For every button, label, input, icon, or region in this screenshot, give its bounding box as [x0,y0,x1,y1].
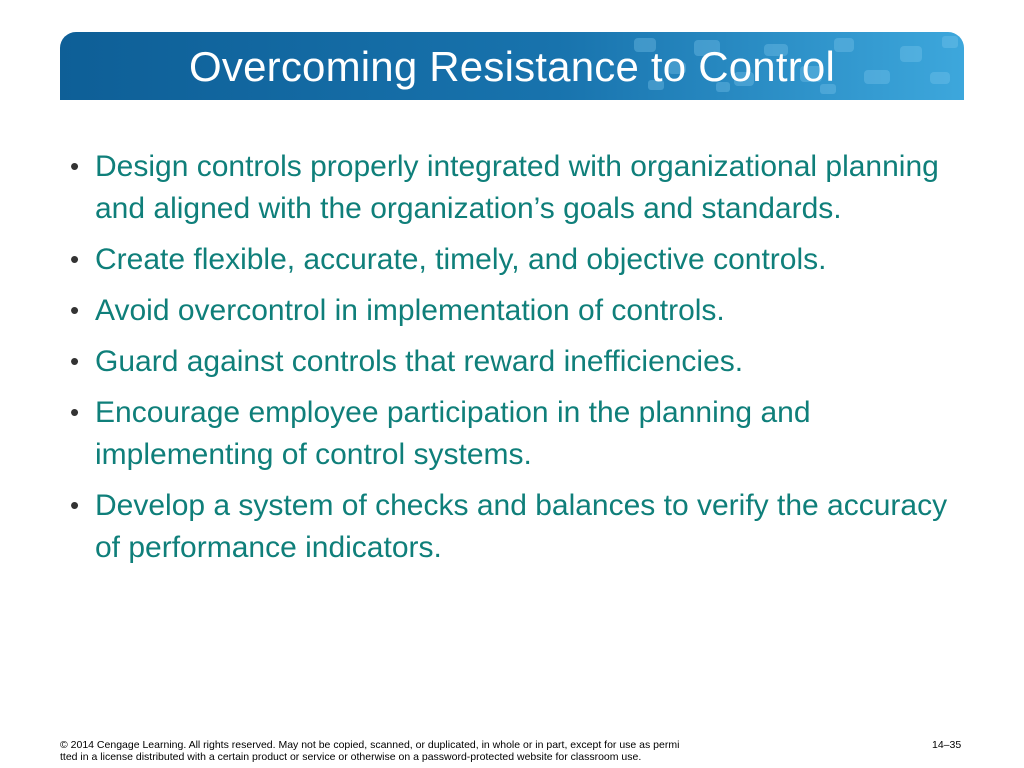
footer-copyright [60,739,740,763]
bullet-dot-icon: • [70,397,80,427]
copyright-line-1: © 2014 Cengage Learning. All rights reserved. May not be copied, scanned, or duplicated, in whole or in part, except for use as permi [60,739,680,751]
bullet-list [70,146,950,578]
bullet-item [70,341,950,383]
bullet-item [70,239,950,281]
bullet-item [70,146,950,230]
bullet-dot-icon: • [70,151,80,181]
bullet-text: Avoid overcontrol in implementation of controls. [95,294,725,327]
bullet-dot-icon: • [70,346,80,376]
copyright-line-2: tted in a license distributed with a certain product or service or otherwise on a password-protected website for classroom use. [60,751,642,763]
bullet-text: Develop a system of checks and balances to verify the accuracy of performance indicators. [95,489,948,564]
bullet-text: Design controls properly integrated with organizational planning and aligned with the organization’s goals and standards. [95,150,939,225]
bullet-text: Create flexible, accurate, timely, and objective controls. [95,243,827,276]
bullet-dot-icon: • [70,244,80,274]
bullet-item [70,290,950,332]
slide-title: Overcoming Resistance to Control [189,43,835,90]
bullet-item [70,485,950,569]
bullet-text: Encourage employee participation in the planning and implementing of control systems. [95,396,811,471]
bullet-item [70,392,950,476]
bullet-dot-icon: • [70,295,80,325]
bullet-text: Guard against controls that reward inefficiencies. [95,345,744,378]
bullet-dot-icon: • [70,490,80,520]
page-number: 14–35 [932,739,962,751]
